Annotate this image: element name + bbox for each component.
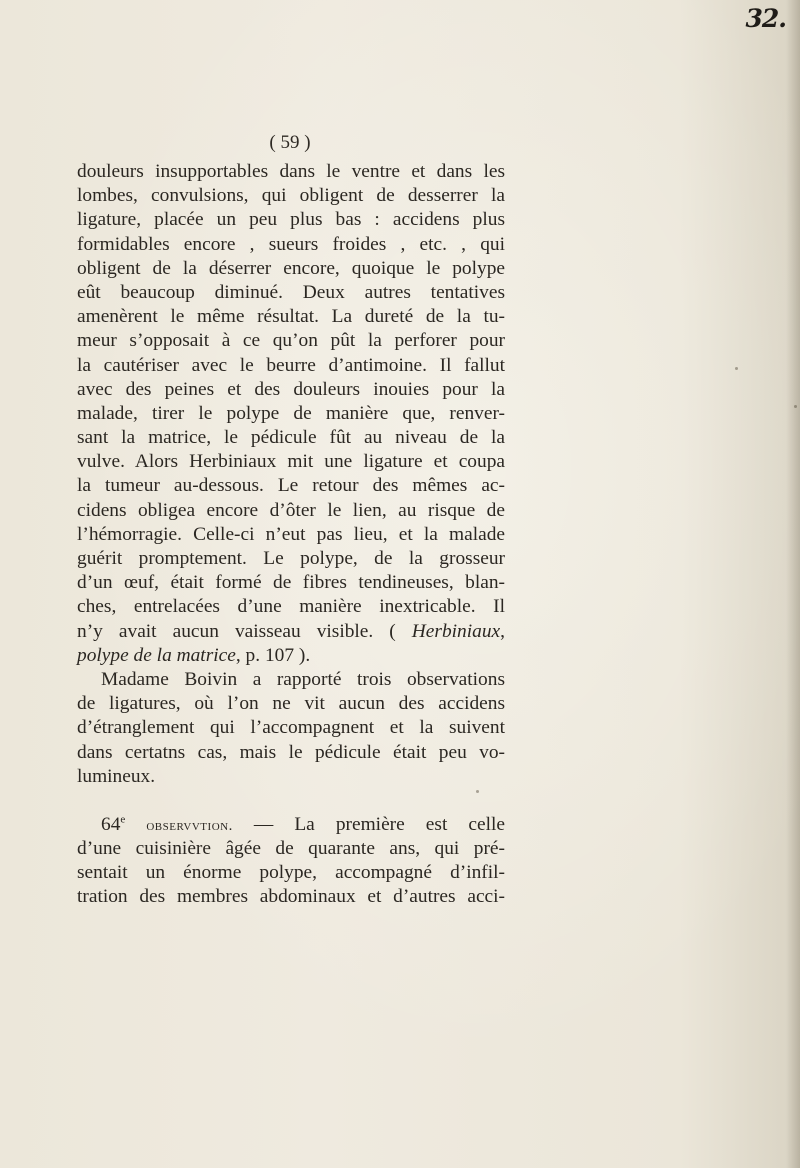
observation-number: 64 [101,813,121,835]
paragraph-2 [77,668,505,789]
citation-title: polype de la matrice [77,644,236,666]
text-line: avec des peines et des douleurs inouies pour la [77,378,505,400]
observation-superscript: e [120,813,126,826]
text-line: vulve. Alors Herbiniaux mit une ligature et coupa [77,451,505,473]
text-line: formidables encore , sueurs froides , etc. , qui [77,233,505,255]
text-line: douleurs insupportables dans le ventre et dans les [77,161,505,182]
observation-heading-line [77,813,505,837]
text-line: sentait un énorme polype, accompagné d’infil- [77,862,505,884]
paper-speck [735,367,738,370]
paragraph-1 [77,160,505,620]
observation-first-line: — La première est celle [253,813,505,835]
text-line: d’un œuf, était formé de fibres tendineuses, blan- [77,572,505,594]
text-line: cidens obligea encore d’ôter le lien, au risque de [77,499,505,521]
paper-speck [794,405,797,408]
observation-body [77,837,505,910]
text-line: la tumeur au-dessous. Le retour des mêmes ac- [77,475,505,497]
text-line: obligent de la déserrer encore, quoique le polype [77,257,505,279]
text-line: d’une cuisinière âgée de quarante ans, qui pré- [77,838,505,860]
body-text [77,160,505,910]
paragraph-1-citation-line [77,644,505,668]
text-line: malade, tirer le polype de manière que, renver- [77,402,505,424]
text-line: meur s’opposait à ce qu’on pût la perforer pour [77,330,505,352]
text-line: lombes, convulsions, qui obligent de desserrer la [77,185,505,207]
text-line: ches, entrelacées d’une manière inextricable. Il [77,596,505,618]
text-line: dans certatns cas, mais le pédicule était peu vo- [77,741,505,763]
text-line: ligature, placée un peu plus bas : accidens plus [77,209,505,231]
section-gap [77,789,505,813]
page-number: ( 59 ) [269,132,311,153]
text-line: d’étranglement qui l’accompagnent et la suivent [77,717,505,739]
text-run: n’y avait aucun vaisseau visible. ( [77,620,396,642]
observation-label: observvtion. [146,817,233,834]
text-line: l’hémorragie. Celle-ci n’eut pas lieu, et la malade [77,523,505,545]
text-line: tration des membres abdominaux et d’autres acci- [77,886,505,908]
text-line: la cautériser avec le beurre d’antimoine. Il fallut [77,354,505,376]
citation-author: Herbiniaux [411,620,501,642]
text-run: , [500,620,505,642]
text-line: sant la matrice, le pédicule fût au niveau de la [77,427,505,449]
text-line: lumineux. [77,765,156,787]
text-run: , p. 107 ). [235,644,311,666]
paper-speck [476,790,479,793]
paragraph-1-last-line [77,620,505,644]
text-line: eût beaucoup diminué. Deux autres tentatives [77,281,505,303]
text-line: Madame Boivin a rapporté trois observations [101,668,505,690]
page-edge-shadow [786,0,800,1168]
text-line: amenèrent le même résultat. La dureté de la tu- [77,306,505,328]
text-line: guérit promptement. Le polype, de la grosseur [77,548,505,569]
folio-number: 32. [745,4,786,33]
text-line: de ligatures, où l’on ne vit aucun des accidens [77,693,505,715]
